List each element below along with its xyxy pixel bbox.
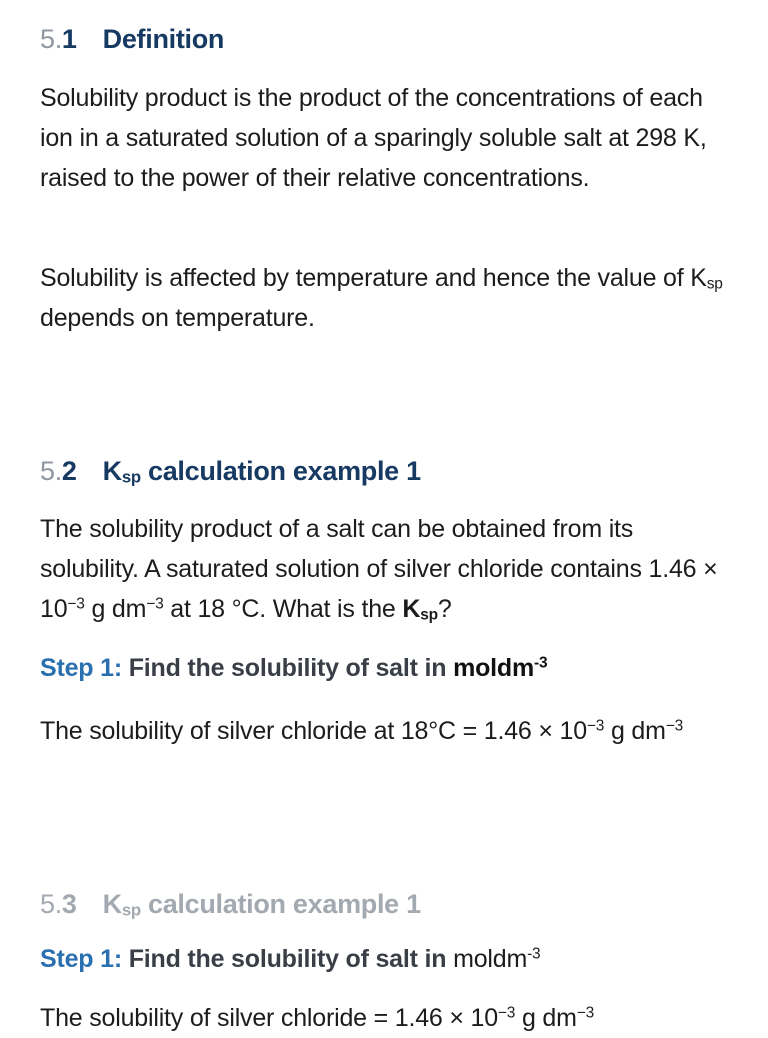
section-number-major: 5. [40, 456, 62, 486]
example-question-paragraph: The solubility product of a salt can be obtained from its solubility. A saturated solution of silver chloride contains $1.46 \times 10^{-3}$ g $dm^{-3}$ at 18 °C. What is the $K_{sp}$? [40, 515, 718, 624]
temperature-paragraph: Solubility is affected by temperature and hence the value of $K_{sp}$ depends on temperature. [40, 264, 723, 332]
solubility-statement-cutoff: The solubility of silver chloride = $1.46 \times 10^{-3}$ g $dm^{-3}$ [40, 1004, 595, 1032]
section-heading-definition [40, 24, 224, 55]
section-number-major: 5. [40, 24, 62, 54]
step-1-heading: Step 1: Find the solubility of salt in moldm$^{-3}$ [40, 654, 548, 682]
section-number-minor: 1 [61, 24, 77, 54]
section-number-major: 5. [40, 889, 62, 919]
section-heading-ksp-example-faded: 5.3 $K_{sp}$ calculation example 1 [40, 889, 421, 920]
section-heading-ksp-example: 5.2 $K_{sp}$ calculation example 1 [40, 456, 421, 487]
step-1-heading-faded-section: Step 1: Find the solubility of salt in moldm$^{-3}$ [40, 945, 541, 973]
solubility-statement: The solubility of silver chloride at $18^\circ C = 1.46 \times 10^{-3}$ g $dm^{-3}$ [40, 717, 684, 745]
definition-paragraph: Solubility product is the product of the concentrations of each ion in a saturated solution of a sparingly soluble salt at 298 K, raised to the power of their relative concentrations. [40, 84, 707, 192]
section-title-text: Definition [102, 24, 225, 54]
section-number-minor: 2 [61, 456, 77, 486]
section-number-minor: 3 [61, 889, 77, 919]
